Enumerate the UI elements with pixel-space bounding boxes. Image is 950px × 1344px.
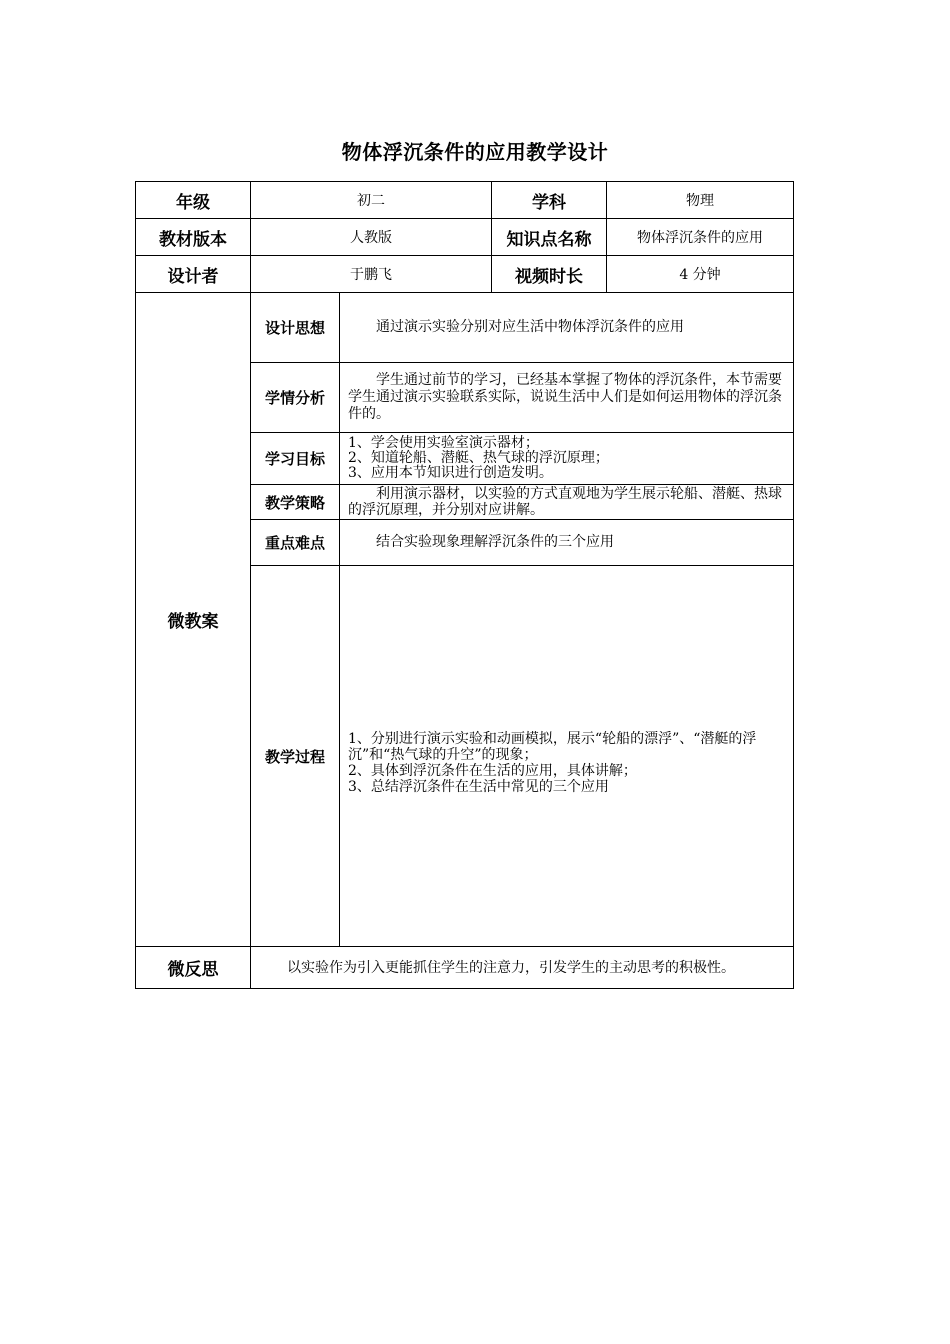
subject-label: 学科 (492, 182, 607, 219)
info-row-designer (136, 256, 794, 293)
design-idea-text: 通过演示实验分别对应生活中物体浮沉条件的应用 (340, 293, 794, 363)
subject-value: 物理 (607, 182, 794, 219)
edition-value: 人教版 (251, 219, 492, 256)
key-difficulty-label: 重点难点 (251, 520, 340, 566)
learning-goal-item: 2、知道轮船、潜艇、热气球的浮沉原理； (348, 450, 609, 466)
teaching-process-item: 2、具体到浮沉条件在生活的应用，具体讲解； (348, 763, 637, 779)
designer-label: 设计者 (136, 256, 251, 293)
teaching-process-label: 教学过程 (251, 566, 340, 947)
reflection-text: 以实验作为引入更能抓住学生的注意力，引发学生的主动思考的积极性。 (251, 947, 794, 989)
learning-analysis-label: 学情分析 (251, 363, 340, 433)
info-row-grade (136, 182, 794, 219)
key-difficulty-text: 结合实验现象理解浮沉条件的三个应用 (340, 520, 794, 566)
info-row-edition (136, 219, 794, 256)
document-title: 物体浮沉条件的应用教学设计 (341, 140, 609, 164)
learning-goals-text (340, 433, 794, 485)
learning-analysis-text: 学生通过前节的学习，已经基本掌握了物体的浮沉条件，本节需要学生通过演示实验联系实际，说说生活中人们是如何运用物体的浮沉条件的。 (340, 363, 794, 433)
teaching-strategy-label: 教学策略 (251, 485, 340, 520)
edition-label: 教材版本 (136, 219, 251, 256)
design-idea-label: 设计思想 (251, 293, 340, 363)
teaching-process-text (340, 566, 794, 947)
grade-label: 年级 (136, 182, 251, 219)
row-reflection (136, 947, 794, 989)
row-design-idea (136, 293, 794, 363)
learning-goals-label: 学习目标 (251, 433, 340, 485)
teaching-process-item: 3、总结浮沉条件在生活中常见的三个应用 (348, 779, 609, 795)
grade-value: 初二 (251, 182, 492, 219)
teaching-strategy-text: 利用演示器材，以实验的方式直观地为学生展示轮船、潜艇、热球的浮沉原理，并分别对应讲解。 (340, 485, 794, 520)
micro-plan-label: 微教案 (136, 293, 251, 947)
video-duration-label: 视频时长 (492, 256, 607, 293)
learning-goal-item: 1、学会使用实验室演示器材； (348, 435, 539, 451)
knowledge-point-label: 知识点名称 (492, 219, 607, 256)
video-duration-value: 4 分钟 (607, 256, 794, 293)
lesson-plan-table (135, 181, 794, 989)
designer-value: 于鹏飞 (251, 256, 492, 293)
reflection-label: 微反思 (136, 947, 251, 989)
learning-goal-item: 3、应用本节知识进行创造发明。 (348, 465, 553, 481)
teaching-process-item: 1、分别进行演示实验和动画模拟，展示“轮船的漂浮”、“潜艇的浮沉”和“热气球的升空”的现象； (348, 731, 757, 763)
knowledge-point-value: 物体浮沉条件的应用 (607, 219, 794, 256)
